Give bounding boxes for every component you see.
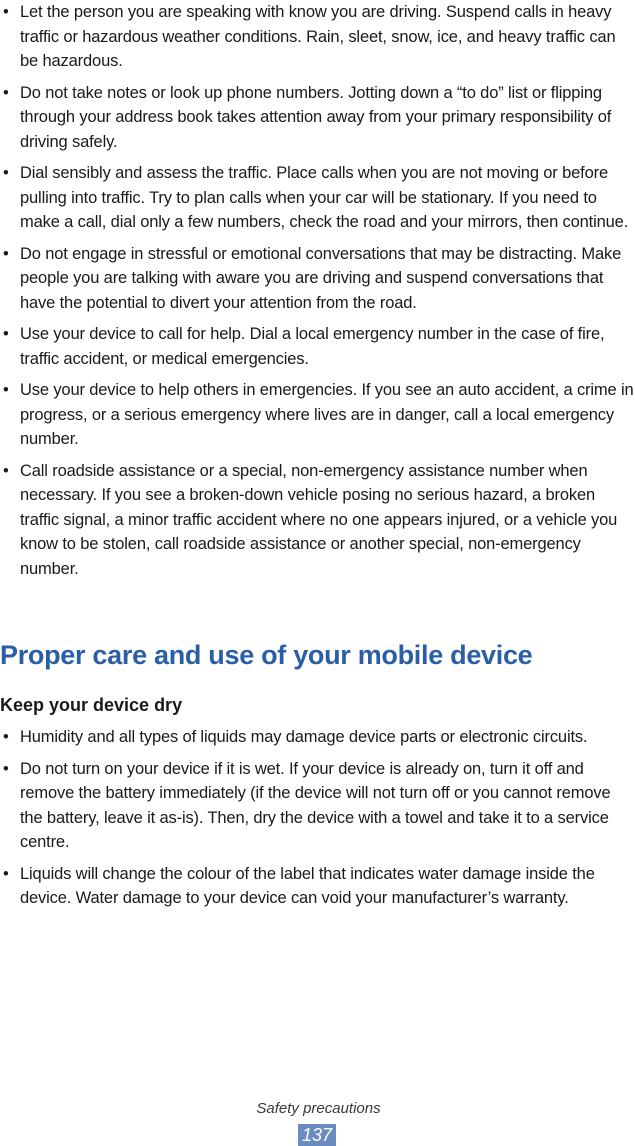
bullet-icon: • <box>3 83 9 102</box>
list-item-text: Use your device to help others in emergencies. If you see an auto accident, a crime in progress, or a serious emergency where lives are in danger, call a local emergency number. <box>20 381 634 448</box>
bullet-icon: • <box>3 461 9 480</box>
list-item <box>0 0 635 74</box>
bullet-icon: • <box>3 864 9 883</box>
list-item <box>0 81 635 155</box>
bullet-icon: • <box>3 244 9 263</box>
list-item-text: Do not take notes or look up phone numbers. Jotting down a “to do” list or flipping through your address book takes attention away from your primary responsibility of driving safely. <box>20 83 612 151</box>
bullet-icon: • <box>3 759 9 778</box>
list-item <box>0 862 635 911</box>
list-item <box>0 725 635 750</box>
list-item-text: Let the person you are speaking with know you are driving. Suspend calls in heavy traffic or hazardous weather conditions. Rain, sleet, snow, ice, and heavy traffic can be hazardous. <box>20 3 616 70</box>
list-item-text: Humidity and all types of liquids may damage device parts or electronic circuits. <box>20 728 588 746</box>
sub-title: Keep your device dry <box>0 695 183 715</box>
section-title: Proper care and use of your mobile device <box>0 640 533 670</box>
list-item <box>0 322 635 371</box>
bullet-icon: • <box>3 164 9 182</box>
list-item-text: Dial sensibly and assess the traffic. Place calls when you are not moving or before pulling into traffic. Try to plan calls when your car will be stationary. If you need to make a call, dial only a few numbers, check the road and your mirrors, then continue. <box>20 164 629 231</box>
list-item <box>0 459 635 582</box>
page-number-badge: 137 <box>298 1124 336 1146</box>
list-item <box>0 242 635 316</box>
list-item-text: Do not engage in stressful or emotional conversations that may be distracting. Make people you are talking with aware you are driving and suspend conversations that have the potential to divert your attention from the road. <box>20 244 622 312</box>
list-item <box>0 378 635 452</box>
bullet-icon: • <box>3 3 9 21</box>
list-item <box>0 757 635 855</box>
bullet-icon: • <box>3 325 9 343</box>
list-item-text: Use your device to call for help. Dial a local emergency number in the case of fire, traffic accident, or medical emergencies. <box>20 325 605 368</box>
list-item-text: Liquids will change the colour of the label that indicates water damage inside the device. Water damage to your device can void your manufacturer’s warranty. <box>20 864 595 907</box>
list-item-text: Do not turn on your device if it is wet. If your device is already on, turn it off and remove the battery immediately (if the device will not turn off or you cannot remove the battery, leave it as-is). Then, dry the device with a towel and take it to a service centre. <box>20 759 611 851</box>
list-item <box>0 161 635 235</box>
bullet-icon: • <box>3 381 9 399</box>
bullet-icon: • <box>3 728 9 746</box>
footer-section-label: Safety precautions <box>256 1100 381 1117</box>
device-dry-list <box>0 725 635 918</box>
list-item-text: Call roadside assistance or a special, non-emergency assistance number when necessary. If you see a broken-down vehicle posing no serious hazard, a broken traffic signal, a minor traffic accident where no one appears injured, or a vehicle you know to be stolen, call roadside assistance or another special, non-emergency number. <box>20 461 618 578</box>
